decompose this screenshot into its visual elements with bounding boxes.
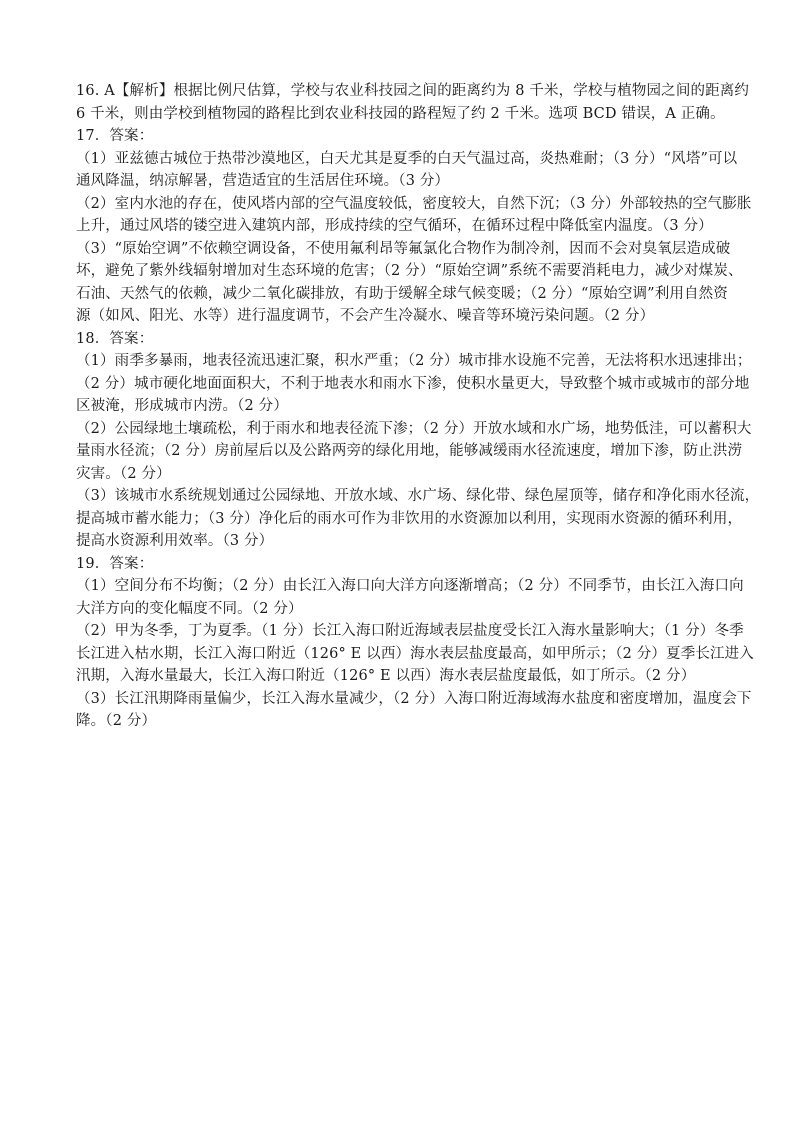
q18-part3-line-3: 提高水资源利用效率。（3 分） [76,533,274,549]
q18-part2-line-1: （2）公园绿地土壤疏松，利于雨水和地表径流下渗；（2 分）开放水域和水广场，地势低洼，可以蓄积大 [76,420,752,437]
q18-heading: 18．答案： [76,330,154,347]
q17-part2-line-2: 上升，通过风塔的镂空进入建筑内部，形成持续的空气循环，在循环过程中降低室内温度。（3 分） [76,218,713,234]
q16-line-1: 16. A【解析】根据比例尺估算，学校与农业科技园之间的距离约为 8 千米，学校与植物园之间的距离约 [76,83,750,99]
q19-part2-line-2: 长江进入枯水期，长江入海口附近（126° E 以西）海水表层盐度最高，如甲所示；（2 分）夏季长江进入 [76,645,754,662]
q18-part1-line-1: （1）雨季多暴雨，地表径流迅速汇聚，积水严重；（2 分）城市排水设施不完善，无法将积水迅速排出； [76,353,752,369]
q19-heading: 19．答案： [76,555,154,572]
q18-part3-line-1: （3）该城市水系统规划通过公园绿地、开放水域、水广场、绿化带、绿色屋顶等，储存和净化雨水径流， [76,488,760,504]
q16-line-2: 6 千米，则由学校到植物园的路程比到农业科技园的路程短了约 2 千米。选项 BCD 错误，A 正确。 [76,105,725,122]
q19-part1-line-2: 大洋方向的变化幅度不同。（2 分） [76,600,303,617]
q19-part1-line-1: （1）空间分布不均衡；（2 分）由长江入海口向大洋方向逐渐增高；（2 分）不同季节，由长江入海口向 [76,578,744,594]
q19-part2-line-1: （2）甲为冬季，丁为夏季。（1 分）长江入海口附近海域表层盐度受长江入海水量影响大；（1 分）冬季 [76,623,744,639]
q18-part1-line-3: 区被淹，形成城市内涝。（2 分） [76,398,288,414]
q18-part2-line-3: 灾害。（2 分） [76,465,171,482]
q19-part2-line-3: 汛期，入海水量最大，长江入海口附近（126° E 以西）海水表层盐度最低，如丁所示。（2 分） [76,668,696,684]
q19-part3-line-2: 降。（2 分） [76,713,157,729]
answer-document [76,80,760,733]
q17-part2-line-1: （2）室内水池的存在，使风塔内部的空气温度较低，密度较大，自然下沉；（3 分）外部较热的空气膨胀 [76,195,752,212]
q17-part3-line-3: 石油、天然气的依赖，减少二氧化碳排放，有助于缓解全球气候变暖；（2 分）“原始空调”利用自然资 [76,285,728,302]
q18-part1-line-2: （2 分）城市硬化地面面积大，不利于地表水和雨水下渗，使积水量更大，导致整个城市或城市的部分地 [76,375,750,392]
q17-part3-line-1: （3）“原始空调”不依赖空调设备，不使用氟利昂等氟氯化合物作为制冷剂，因而不会对臭氧层造成破 [76,240,731,257]
q17-part3-line-2: 坏，避免了紫外线辐射增加对生态环境的危害；（2 分）“原始空调”系统不需要消耗电力，减少对煤炭、 [76,263,743,279]
q17-part3-line-4: 源（如风、阳光、水等）进行温度调节，不会产生冷凝水、噪音等环境污染问题。（2 分） [76,308,655,324]
q17-part1-line-1: （1）亚兹德古城位于热带沙漠地区，白天尤其是夏季的白天气温过高，炎热难耐；（3 分）“风塔”可以 [76,150,738,167]
q18-part2-line-2: 量雨水径流；（2 分）房前屋后以及公路两旁的绿化用地，能够减缓雨水径流速度，增加下渗，防止洪涝 [76,443,743,459]
q19-part3-line-1: （3）长江汛期降雨量偏少，长江入海水量减少，（2 分）入海口附近海域海水盐度和密度增加，温度会下 [76,690,752,707]
q18-part3-line-2: 提高城市蓄水能力；（3 分）净化后的雨水可作为非饮用的水资源加以利用，实现雨水资源的循环利用， [76,510,743,527]
q17-heading: 17．答案： [76,128,154,144]
q17-part1-line-2: 通风降温，纳凉解暑，营造适宜的生活居住环境。（3 分） [76,173,450,189]
